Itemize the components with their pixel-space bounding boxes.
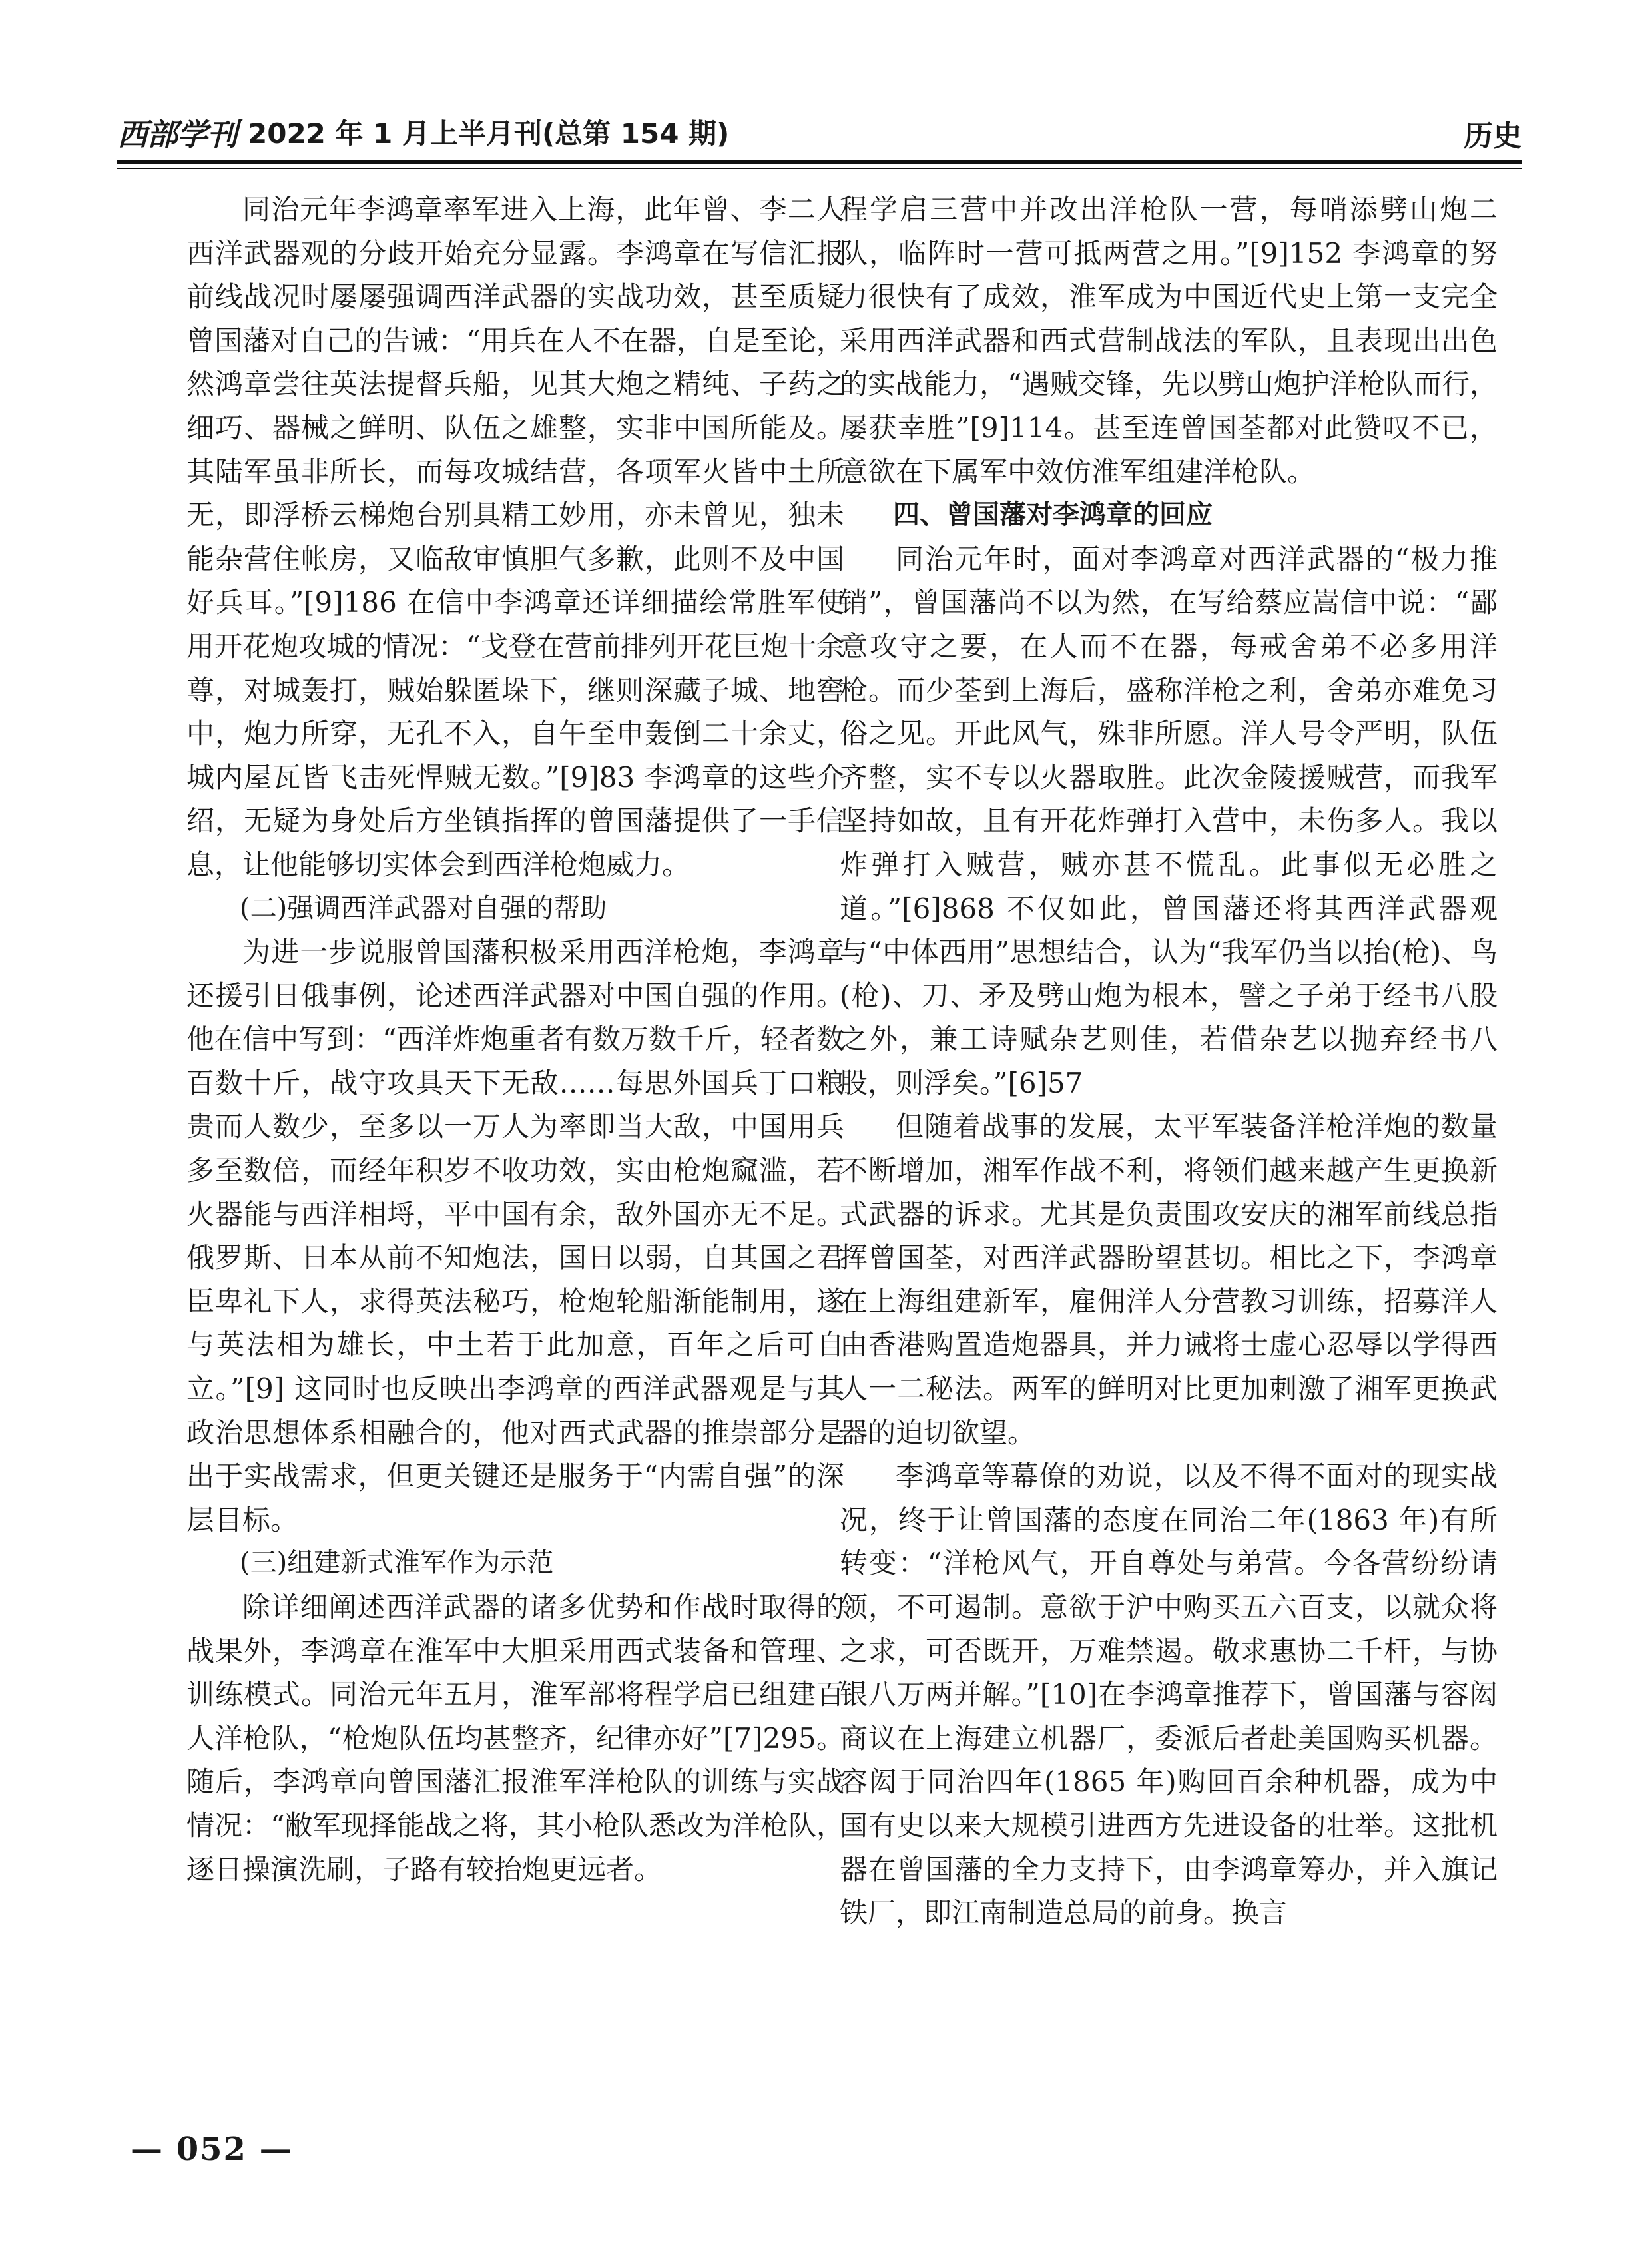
left-column <box>186 188 844 2099</box>
paragraph-continued: 程学启三营中并改出洋枪队一营，每哨添劈山炮二队，临阵时一营可抵两营之用。”[9]152 李鸿章的努力很快有了成效，淮军成为中国近代史上第一支完全采用西洋武器和西式营制战法的军队，且表现出出色的实战能力，“遇贼交锋，先以劈山炮护洋枪队而行，屡获幸胜”[9]114。甚至连曾国荃都对此赞叹不已，意欲在下属军中效仿淮军组建洋枪队。 <box>840 193 1498 488</box>
paragraph: 李鸿章等幕僚的劝说，以及不得不面对的现实战况，终于让曾国藩的态度在同治二年(1863 年)有所转变：“洋枪风气，开自尊处与弟营。今各营纷纷请领，不可遏制。意欲于沪中购买五六百支，以就众将之求，可否既开，万难禁遏。敬求惠协二千杆，与协银八万两并解。”[10]在李鸿章推荐下，曾国藩与容闳商议在上海建立机器厂，委派后者赴美国购买机器。容闳于同治四年(1865 年)购回百余种机器，成为中国有史以来大规模引进西方先进设备的壮举。这批机器在曾国藩的全力支持下，由李鸿章筹办，并入旗记铁厂，即江南制造总局的前身。换言 <box>840 1460 1498 1930</box>
paragraph: 除详细阐述西洋武器的诸多优势和作战时取得的战果外，李鸿章在淮军中大胆采用西式装备和管理、训练模式。同治元年五月，淮军部将程学启已组建百人洋枪队，“枪炮队伍均甚整齐，纪律亦好”[7]295。随后，李鸿章向曾国藩汇报淮军洋枪队的训练与实战情况：“敝军现择能战之将，其小枪队悉改为洋枪队，逐日操演洗刷，子路有较抬炮更远者。 <box>186 1591 844 1886</box>
subsection-heading: (三)组建新式淮军作为示范 <box>240 1547 554 1579</box>
page-header <box>117 105 1522 161</box>
header-rule-thin <box>117 168 1522 169</box>
section-label: 历史 <box>1464 119 1522 153</box>
subsection-heading: (二)强调西洋武器对自强的帮助 <box>240 892 607 924</box>
section-heading: 四、曾国藩对李鸿章的回应 <box>893 499 1213 531</box>
page-number: — 052 — <box>131 2131 293 2168</box>
header-rule-thick <box>117 160 1522 164</box>
paragraph: 同治元年李鸿章率军进入上海，此年曾、李二人西洋武器观的分歧开始充分显露。李鸿章在写信汇报前线战况时屡屡强调西洋武器的实战功效，甚至质疑曾国藩对自己的告诫：“用兵在人不在器，自是至论，然鸿章尝往英法提督兵船，见其大炮之精纯、子药之细巧、器械之鲜明、队伍之雄整，实非中国所能及。其陆军虽非所长，而每攻城结营，各项军火皆中土所无，即浮桥云梯炮台别具精工妙用，亦未曾见，独未能杂营住帐房，又临敌审慎胆气多歉，此则不及中国好兵耳。”[9]186 在信中李鸿章还详细描绘常胜军使用开花炮攻城的情况：“戈登在营前排列开花巨炮十余尊，对城轰打，贼始躲匿垛下，继则深藏子城、地窖中，炮力所穿，无孔不入，自午至申轰倒二十余丈，城内屋瓦皆飞击死悍贼无数。”[9]83 李鸿章的这些介绍，无疑为身处后方坐镇指挥的曾国藩提供了一手信息，让他能够切实体会到西洋枪炮威力。 <box>186 193 844 881</box>
paragraph: 同治元年时，面对李鸿章对西洋武器的“极力推销”，曾国藩尚不以为然，在写给蔡应嵩信中说：“鄙意攻守之要，在人而不在器，每戒舍弟不必多用洋枪。而少荃到上海后，盛称洋枪之利，舍弟亦难免习俗之见。开此风气，殊非所愿。洋人号令严明，队伍齐整，实不专以火器取胜。此次金陵援贼营，而我军坚持如故，且有开花炸弹打入营中，未伤多人。我以炸弹打入贼营，贼亦甚不慌乱。此事似无必胜之道。”[6]868 不仅如此，曾国藩还将其西洋武器观与“中体西用”思想结合，认为“我军仍当以抬(枪)、鸟(枪)、刀、矛及劈山炮为根本，譬之子弟于经书八股之外，兼工诗赋杂艺则佳，若借杂艺以抛弃经书八股，则浮矣。”[6]57 <box>840 542 1498 1099</box>
issue-info: 2022 年 1 月上半月刊(总第 154 期) <box>248 117 730 150</box>
right-column <box>840 188 1498 2099</box>
paragraph: 为进一步说服曾国藩积极采用西洋枪炮，李鸿章还援引日俄事例，论述西洋武器对中国自强的作用。他在信中写到：“西洋炸炮重者有数万数千斤，轻者数百数十斤，战守攻具天下无敌……每思外国兵丁口粮贵而人数少，至多以一万人为率即当大敌，中国用兵多至数倍，而经年积岁不收功效，实由枪炮窳滥，若火器能与西洋相埒，平中国有余，敌外国亦无不足。俄罗斯、日本从前不知炮法，国日以弱，自其国之君臣卑礼下人，求得英法秘巧，枪炮轮船渐能制用，遂与英法相为雄长，中土若于此加意，百年之后可自立。”[9] 这同时也反映出李鸿章的西洋武器观是与其政治思想体系相融合的，他对西式武器的推崇部分是出于实战需求，但更关键还是服务于“内需自强”的深层目标。 <box>186 936 844 1536</box>
paragraph: 但随着战事的发展，太平军装备洋枪洋炮的数量不断增加，湘军作战不利，将领们越来越产生更换新式武器的诉求。尤其是负责围攻安庆的湘军前线总指挥曾国荃，对西洋武器盼望甚切。相比之下，李鸿章在上海组建新军，雇佣洋人分营教习训练，招募洋人由香港购置造炮器具，并力诫将士虚心忍辱以学得西人一二秘法。两军的鲜明对比更加刺激了湘军更换武器的迫切欲望。 <box>840 1110 1498 1449</box>
journal-name: 西部学刊 <box>117 117 237 152</box>
